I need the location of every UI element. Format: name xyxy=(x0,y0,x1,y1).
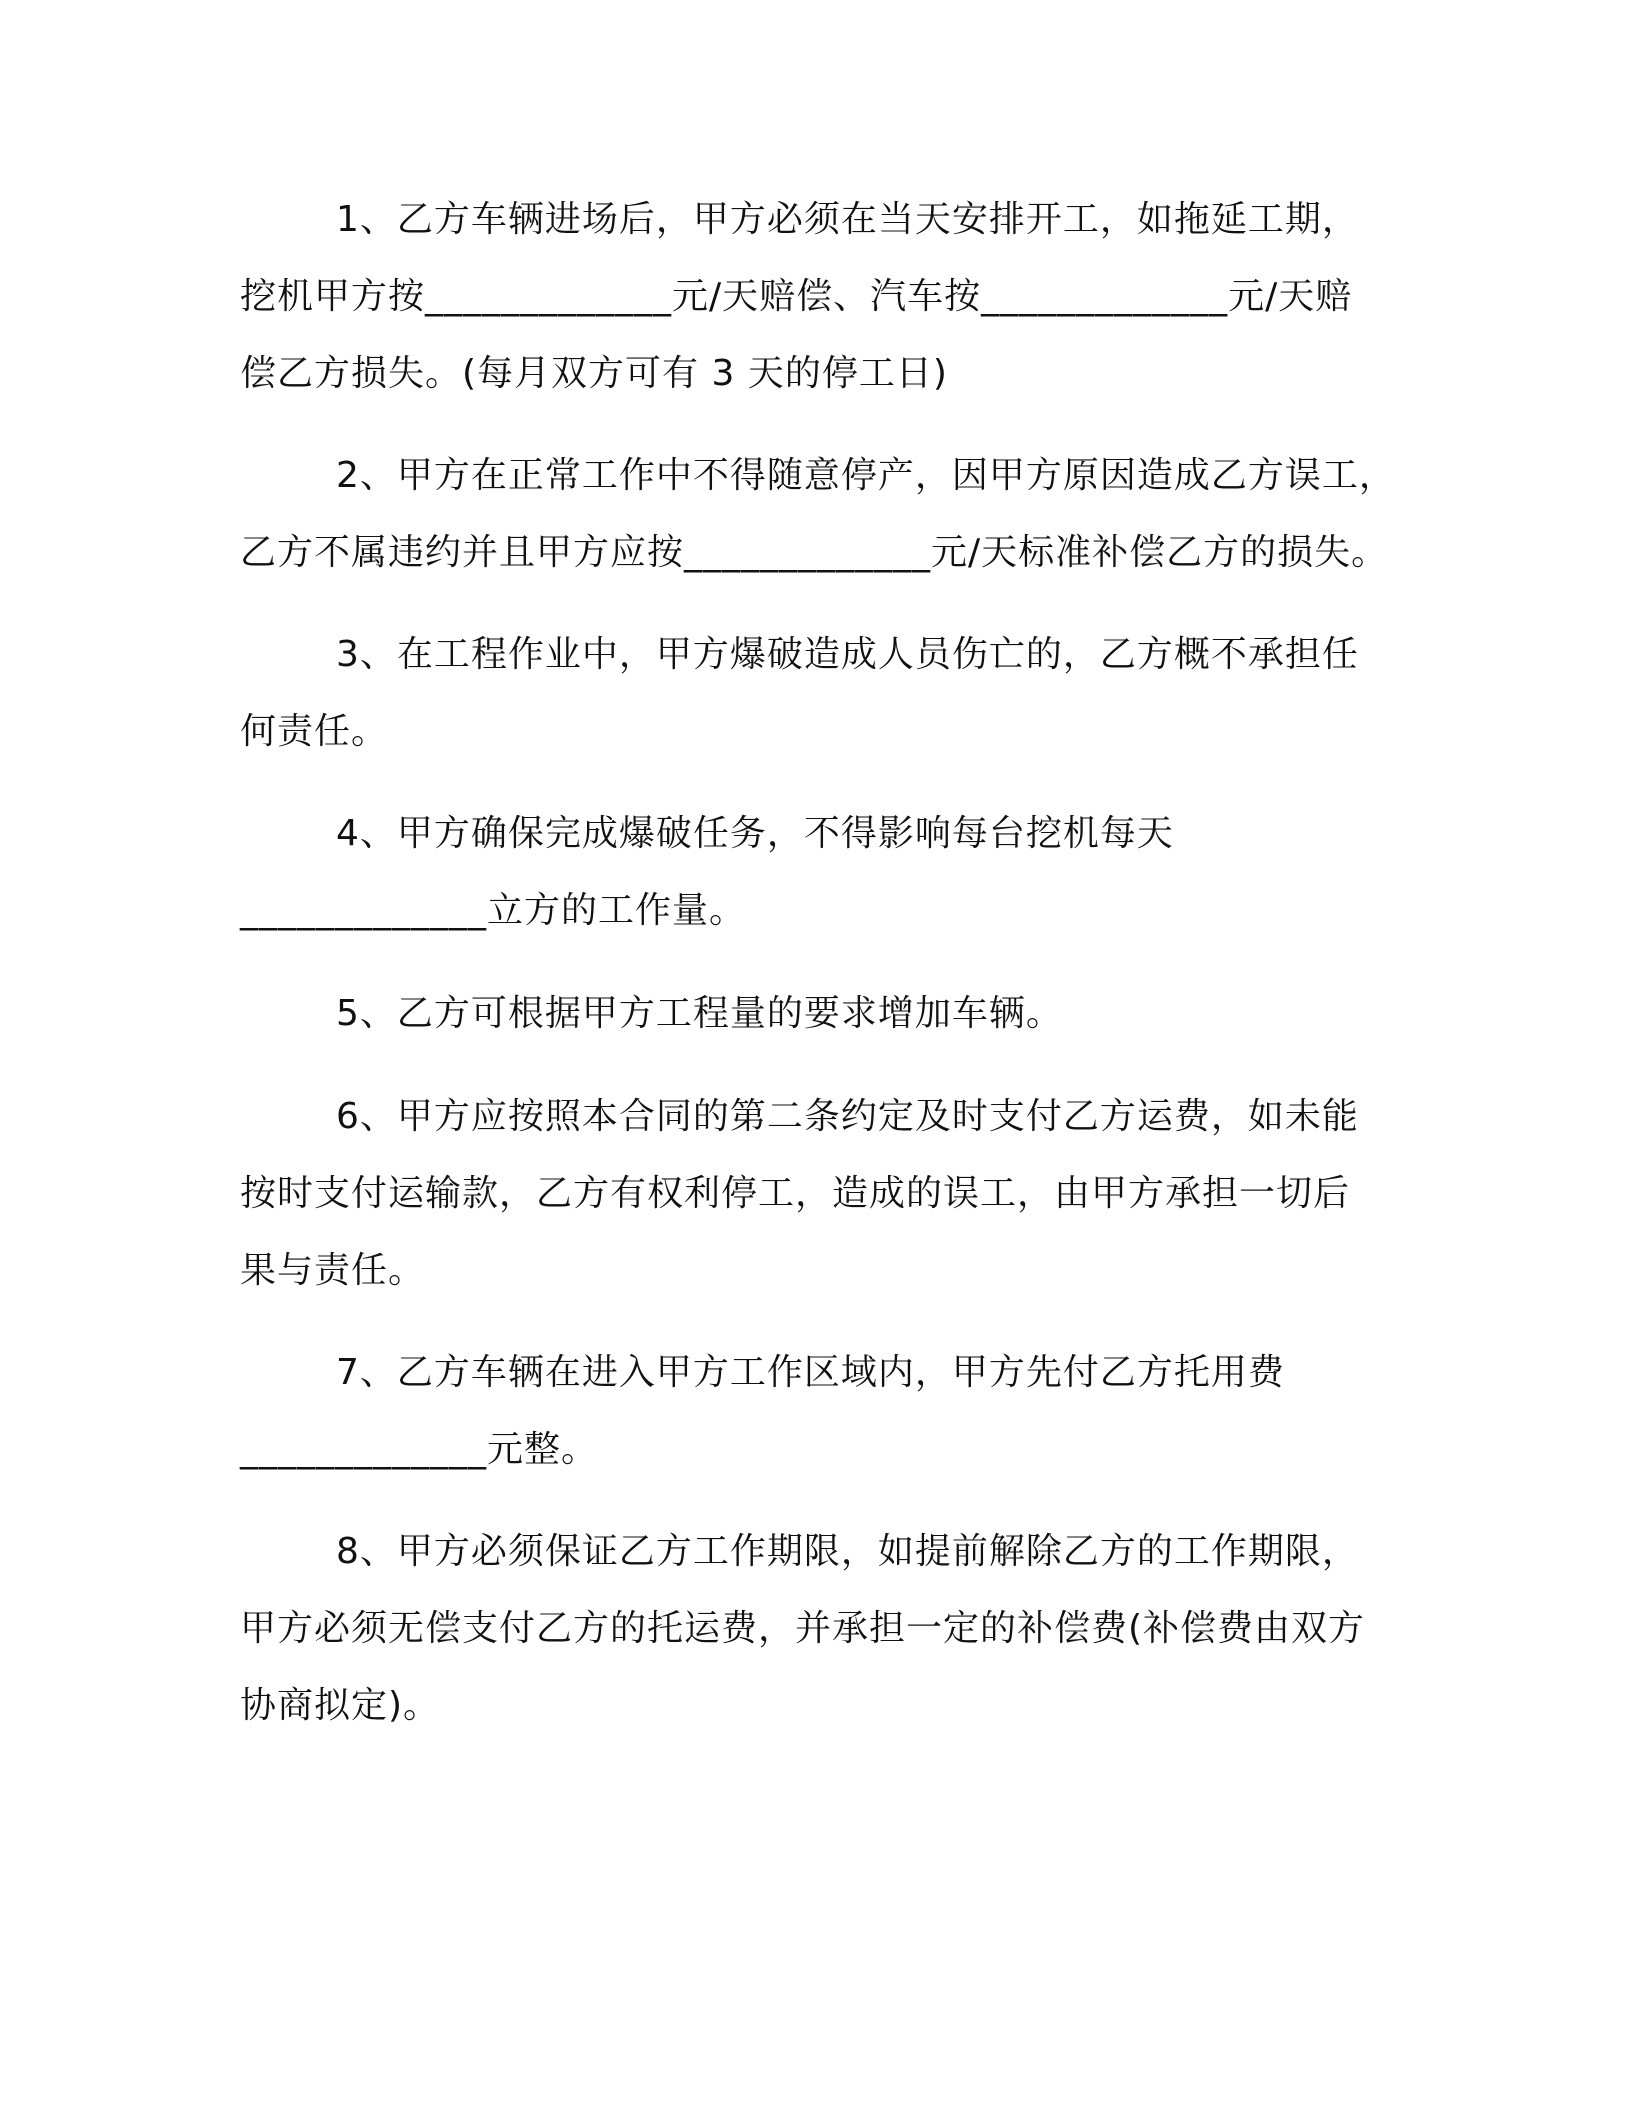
clause-6 xyxy=(240,1078,1400,1309)
clause-line: 8、甲方必须保证乙方工作期限，如提前解除乙方的工作期限， xyxy=(336,1531,1359,1572)
clause-line: 按时支付运输款，乙方有权利停工，造成的误工，由甲方承担一切后 xyxy=(240,1173,1351,1214)
clause-5 xyxy=(240,975,1400,1052)
clause-line: 偿乙方损失。(每月双方可有 3 天的停工日) xyxy=(240,353,948,394)
clause-3 xyxy=(240,616,1400,770)
clause-line: 7、乙方车辆在进入甲方工作区域内，甲方先付乙方托用费 xyxy=(336,1352,1285,1393)
clause-1 xyxy=(240,181,1400,412)
clause-line: 协商拟定)。 xyxy=(240,1685,441,1726)
clause-line: 何责任。 xyxy=(240,711,389,752)
clause-2 xyxy=(240,437,1400,591)
clause-line: 2、甲方在正常工作中不得随意停产，因甲方原因造成乙方误工， xyxy=(336,455,1396,496)
clause-line: 乙方不属违约并且甲方应按_____________元/天标准补偿乙方的损失。 xyxy=(240,532,1389,573)
clause-line: 甲方必须无偿支付乙方的托运费，并承担一定的补偿费(补偿费由双方 xyxy=(240,1608,1366,1649)
clause-line: _____________元整。 xyxy=(240,1429,599,1470)
clause-line: 1、乙方车辆进场后，甲方必须在当天安排开工，如拖延工期， xyxy=(336,199,1359,240)
clause-line: 果与责任。 xyxy=(240,1250,426,1291)
clause-line: 挖机甲方按_____________元/天赔偿、汽车按_____________元/天赔 xyxy=(240,276,1353,317)
clause-line: 4、甲方确保完成爆破任务，不得影响每台挖机每天 xyxy=(336,813,1174,854)
clause-line: 5、乙方可根据甲方工程量的要求增加车辆。 xyxy=(336,993,1063,1034)
clause-4 xyxy=(240,795,1400,949)
clause-line: _____________立方的工作量。 xyxy=(240,890,747,931)
clause-8 xyxy=(240,1513,1400,1744)
clause-line: 6、甲方应按照本合同的第二条约定及时支付乙方运费，如未能 xyxy=(336,1096,1359,1137)
clause-line: 3、在工程作业中，甲方爆破造成人员伤亡的，乙方概不承担任 xyxy=(336,634,1359,675)
clause-7 xyxy=(240,1334,1400,1488)
